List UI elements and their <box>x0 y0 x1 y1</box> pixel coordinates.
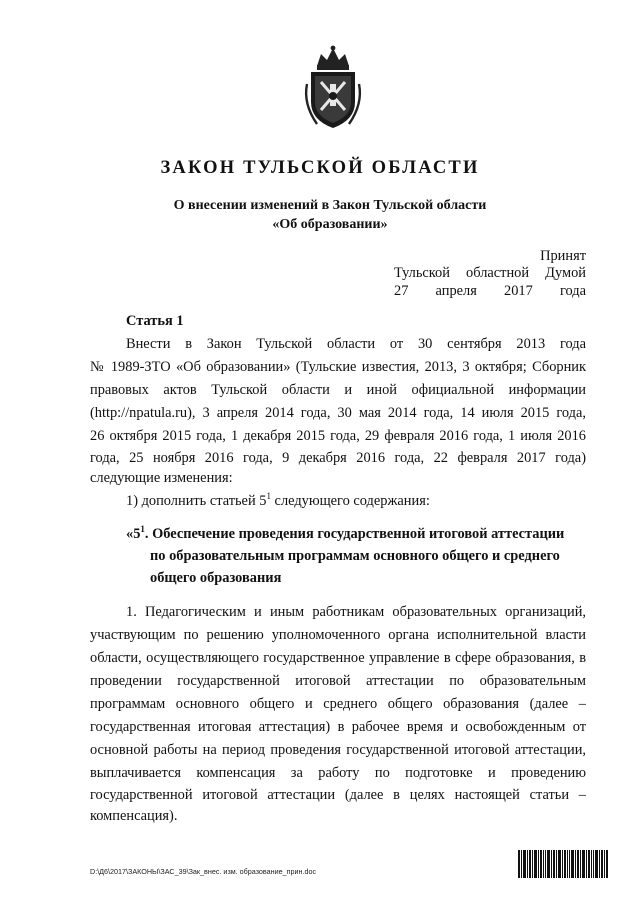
article-1-text-line: № 1989-ЗТО «Об образовании» (Тульские известия, 2013, 3 октября; Сборник <box>90 359 586 375</box>
article-1-text-line: (http://npatula.ru), 3 апреля 2014 года, 30 мая 2014 года, 14 июля 2015 года, <box>90 405 586 421</box>
law-title: ЗАКОН ТУЛЬСКОЙ ОБЛАСТИ <box>160 158 480 178</box>
adopted-date: 27 апреля 2017 года <box>394 283 586 299</box>
article-1-text-line: Внести в Закон Тульской области от 30 сентября 2013 года <box>126 336 586 352</box>
adopted-label: Принят <box>540 248 586 264</box>
article-1-text-line: 26 октября 2015 года, 1 декабря 2015 года, 29 февраля 2016 года, 1 июля 2016 <box>90 428 586 444</box>
article-5-1-heading-line1: «$5^1$. Обеспечение проведения государственной итоговой аттестации <box>126 524 565 542</box>
article-5-1-text-line: участвующим по решению уполномоченного органа исполнительной власти <box>90 627 586 643</box>
law-subtitle-line1: О внесении изменений в Закон Тульской области <box>173 198 487 213</box>
law-subtitle-line2: «Об образовании» <box>272 217 388 232</box>
article-5-1-text-line: проведении государственной итоговой аттестации по образовательным <box>90 673 586 689</box>
tula-coat-of-arms-emblem <box>301 44 365 132</box>
article-1-text-line: года, 25 ноября 2016 года, 9 декабря 2016 года, 22 февраля 2017 года) <box>90 450 586 466</box>
article-5-1-text-line: основной работы на период проведения государственной итоговой аттестации, <box>90 742 586 758</box>
article-5-1-text-line: выплачивается компенсация за работу по подготовке и проведению <box>90 765 586 781</box>
article-1-text-line: правовых актов Тульской области и иной официальной информации <box>90 382 586 398</box>
article-5-1-text-line: области, осуществляющего государственное управление в сфере образования, в <box>90 650 586 666</box>
article-5-1-text-line: государственной итоговой аттестации (далее в целях настоящей статьи – <box>90 787 586 803</box>
article-1-item-1: 1) дополнить статьей $5^1$ следующего содержания: <box>126 491 430 509</box>
article-5-1-heading-line2: по образовательным программам основного общего и среднего <box>150 548 560 564</box>
article-1-text-line: следующие изменения: <box>90 470 233 486</box>
adopted-by-duma: Тульской областной Думой <box>394 265 586 281</box>
article-1-title: Статья 1 <box>126 313 184 329</box>
article-5-1-text-line: компенсация). <box>90 808 178 824</box>
footer-file-path: D:\Д6\2017\ЗАКОНЫ\ЗАС_39\Зак_внес. изм. образование_прин.doc <box>90 867 317 876</box>
article-5-1-text-line: 1. Педагогическим и иным работникам образовательных организаций, <box>126 604 586 620</box>
article-5-1-text-line: государственная итоговая аттестация) в рабочее время и освобожденным от <box>90 719 586 735</box>
barcode-image <box>518 850 608 878</box>
article-5-1-text-line: программам основного общего и среднего общего образования (далее – <box>90 696 586 712</box>
article-5-1-heading-line3: общего образования <box>150 570 282 586</box>
